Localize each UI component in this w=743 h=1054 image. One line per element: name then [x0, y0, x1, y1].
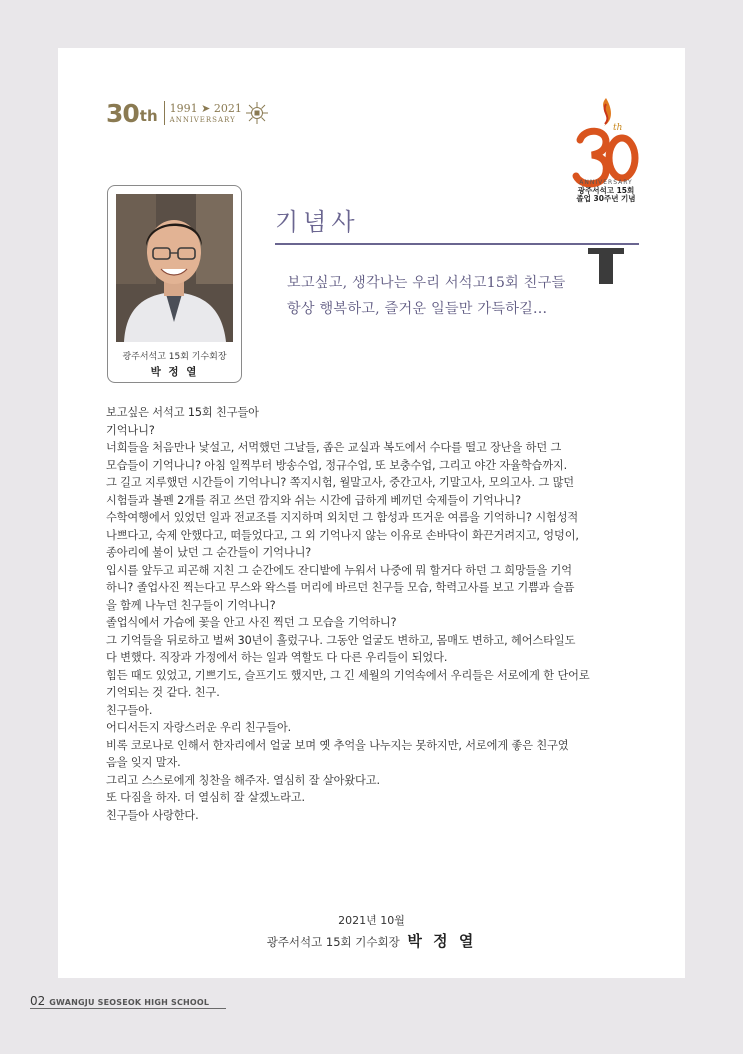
portrait-photo — [116, 194, 233, 342]
anniversary-mark — [106, 98, 268, 128]
body-line: 모습들이 기억나니? 아침 일찍부터 방송수업, 정규수업, 또 보충수업, 그리고 야간 자율학습까지. — [106, 458, 568, 472]
page-footer — [30, 994, 209, 1008]
signature-name: 박 정 열 — [407, 932, 477, 950]
subtitle-line-1: 보고싶고, 생각나는 우리 서석고15회 친구들 — [287, 275, 566, 291]
body-line: 너희들을 처음만나 낯설고, 서먹했던 그날들, 좁은 교실과 복도에서 수다를 떨고 장난을 하던 그 — [106, 441, 562, 454]
portrait-illustration-icon — [116, 194, 233, 342]
body-line: 친구들아. — [106, 703, 153, 717]
signature-role: 광주서석고 15회 기수회장 — [266, 935, 400, 949]
anniversary-years: 1991 ➤ 2021 — [169, 101, 242, 115]
body-line: 졸업식에서 가슴에 꽃을 안고 사진 찍던 그 모습을 기억하니? — [106, 616, 397, 629]
document-page — [58, 48, 685, 978]
body-line: 또 다짐을 하자. 더 열심히 잘 살겠노라고. — [106, 791, 305, 804]
subtitle-line-2: 항상 행복하고, 즐거운 일들만 가득하길... — [287, 301, 548, 317]
body-line: 음을 잊지 말자. — [106, 756, 181, 769]
sunburst-emblem-icon — [246, 102, 268, 124]
body-line: 하니? 졸업사진 찍는다고 무스와 왁스를 머리에 바르던 친구들 모습, 학력고사를 보고 기쁨과 슬픔 — [106, 581, 575, 594]
body-line: 그 기억들을 뒤로하고 벌써 30년이 흘렀구나. 그동안 얼굴도 변하고, 몸매도 변하고, 헤어스타일도 — [106, 633, 576, 647]
subtitle — [287, 270, 565, 322]
title-underline — [275, 243, 639, 245]
portrait-caption-name: 박 정 열 — [150, 366, 199, 378]
logo-anniversary-label: ANNIVERSARY — [579, 179, 633, 186]
body-line: 수학여행에서 있었던 일과 전교조를 지지하며 외치던 그 함성과 뜨거운 여름을 기억하니? 시험성적 — [106, 511, 579, 524]
speech-date: 2021년 10월 — [338, 914, 405, 927]
body-line: 힘든 때도 있었고, 기쁘기도, 슬프기도 했지만, 그 긴 세월의 기억속에서 우리들은 서로에게 한 단어로 — [106, 668, 590, 682]
anniversary-suffix: th — [139, 106, 158, 125]
logo-line-2: 졸업 30주년 기념 — [576, 193, 636, 203]
page-number: 02 — [30, 994, 46, 1008]
page-title: 기념사 — [275, 208, 360, 236]
anniversary-label: ANNIVERSARY — [169, 115, 236, 124]
logo-caption — [563, 180, 649, 203]
body-line: 그리고 스스로에게 칭찬을 해주자. 열심히 잘 살아왔다고. — [106, 773, 380, 787]
body-line: 나쁘다고, 숙제 안했다고, 떠들었다고, 그 외 기억나지 않는 이유로 손바닥이 화끈거려지고, 엉덩이, — [106, 528, 579, 542]
body-line: 기억나니? — [106, 423, 155, 437]
anniversary-divider — [164, 101, 165, 125]
svg-text:th: th — [613, 123, 623, 133]
signature — [58, 930, 685, 951]
body-line: 다 변했다. 직장과 가정에서 하는 일과 역할도 다 다른 우리들이 되었다. — [106, 651, 448, 664]
anniversary-number: 30 — [106, 98, 139, 128]
footer-school-name: GWANGJU SEOSEOK HIGH SCHOOL — [49, 998, 210, 1007]
anniversary-text — [170, 103, 242, 124]
speech-body — [106, 404, 666, 824]
portrait-card — [107, 185, 242, 383]
logo-line-1: 광주서석고 15회 — [577, 185, 635, 195]
body-line: 친구들아 사랑한다. — [106, 808, 199, 822]
body-line: 시험들과 볼펜 2개를 쥐고 쓰던 깜지와 쉬는 시간에 급하게 베끼던 숙제들이 기억나니? — [106, 493, 521, 507]
portrait-caption-role: 광주서석고 15회 기수회장 — [122, 352, 227, 362]
body-line: 보고싶은 서석고 15회 친구들아 — [106, 406, 259, 419]
body-line: 기억되는 것 같다. 친구. — [106, 686, 220, 699]
body-line: 어디서든지 자랑스러운 우리 친구들아. — [106, 721, 292, 734]
body-line: 비록 코로나로 인해서 한자리에서 얼굴 보며 옛 추억을 나누지는 못하지만, 서로에게 좋은 친구였 — [106, 738, 569, 752]
body-line: 입시를 앞두고 피곤해 지친 그 순간에도 잔디밭에 누워서 나중에 뭐 할거다 하던 그 희망들을 기억 — [106, 563, 572, 577]
body-line: 종아리에 불이 났던 그 순간들이 기억나니? — [106, 546, 312, 559]
footer-rule — [30, 1008, 226, 1009]
body-line: 그 길고 지루했던 시간들이 기억나니? 쪽지시험, 월말고사, 중간고사, 기말고사, 모의고사. 그 많던 — [106, 476, 575, 489]
body-line: 을 함께 나누던 친구들이 기억나니? — [106, 598, 276, 612]
